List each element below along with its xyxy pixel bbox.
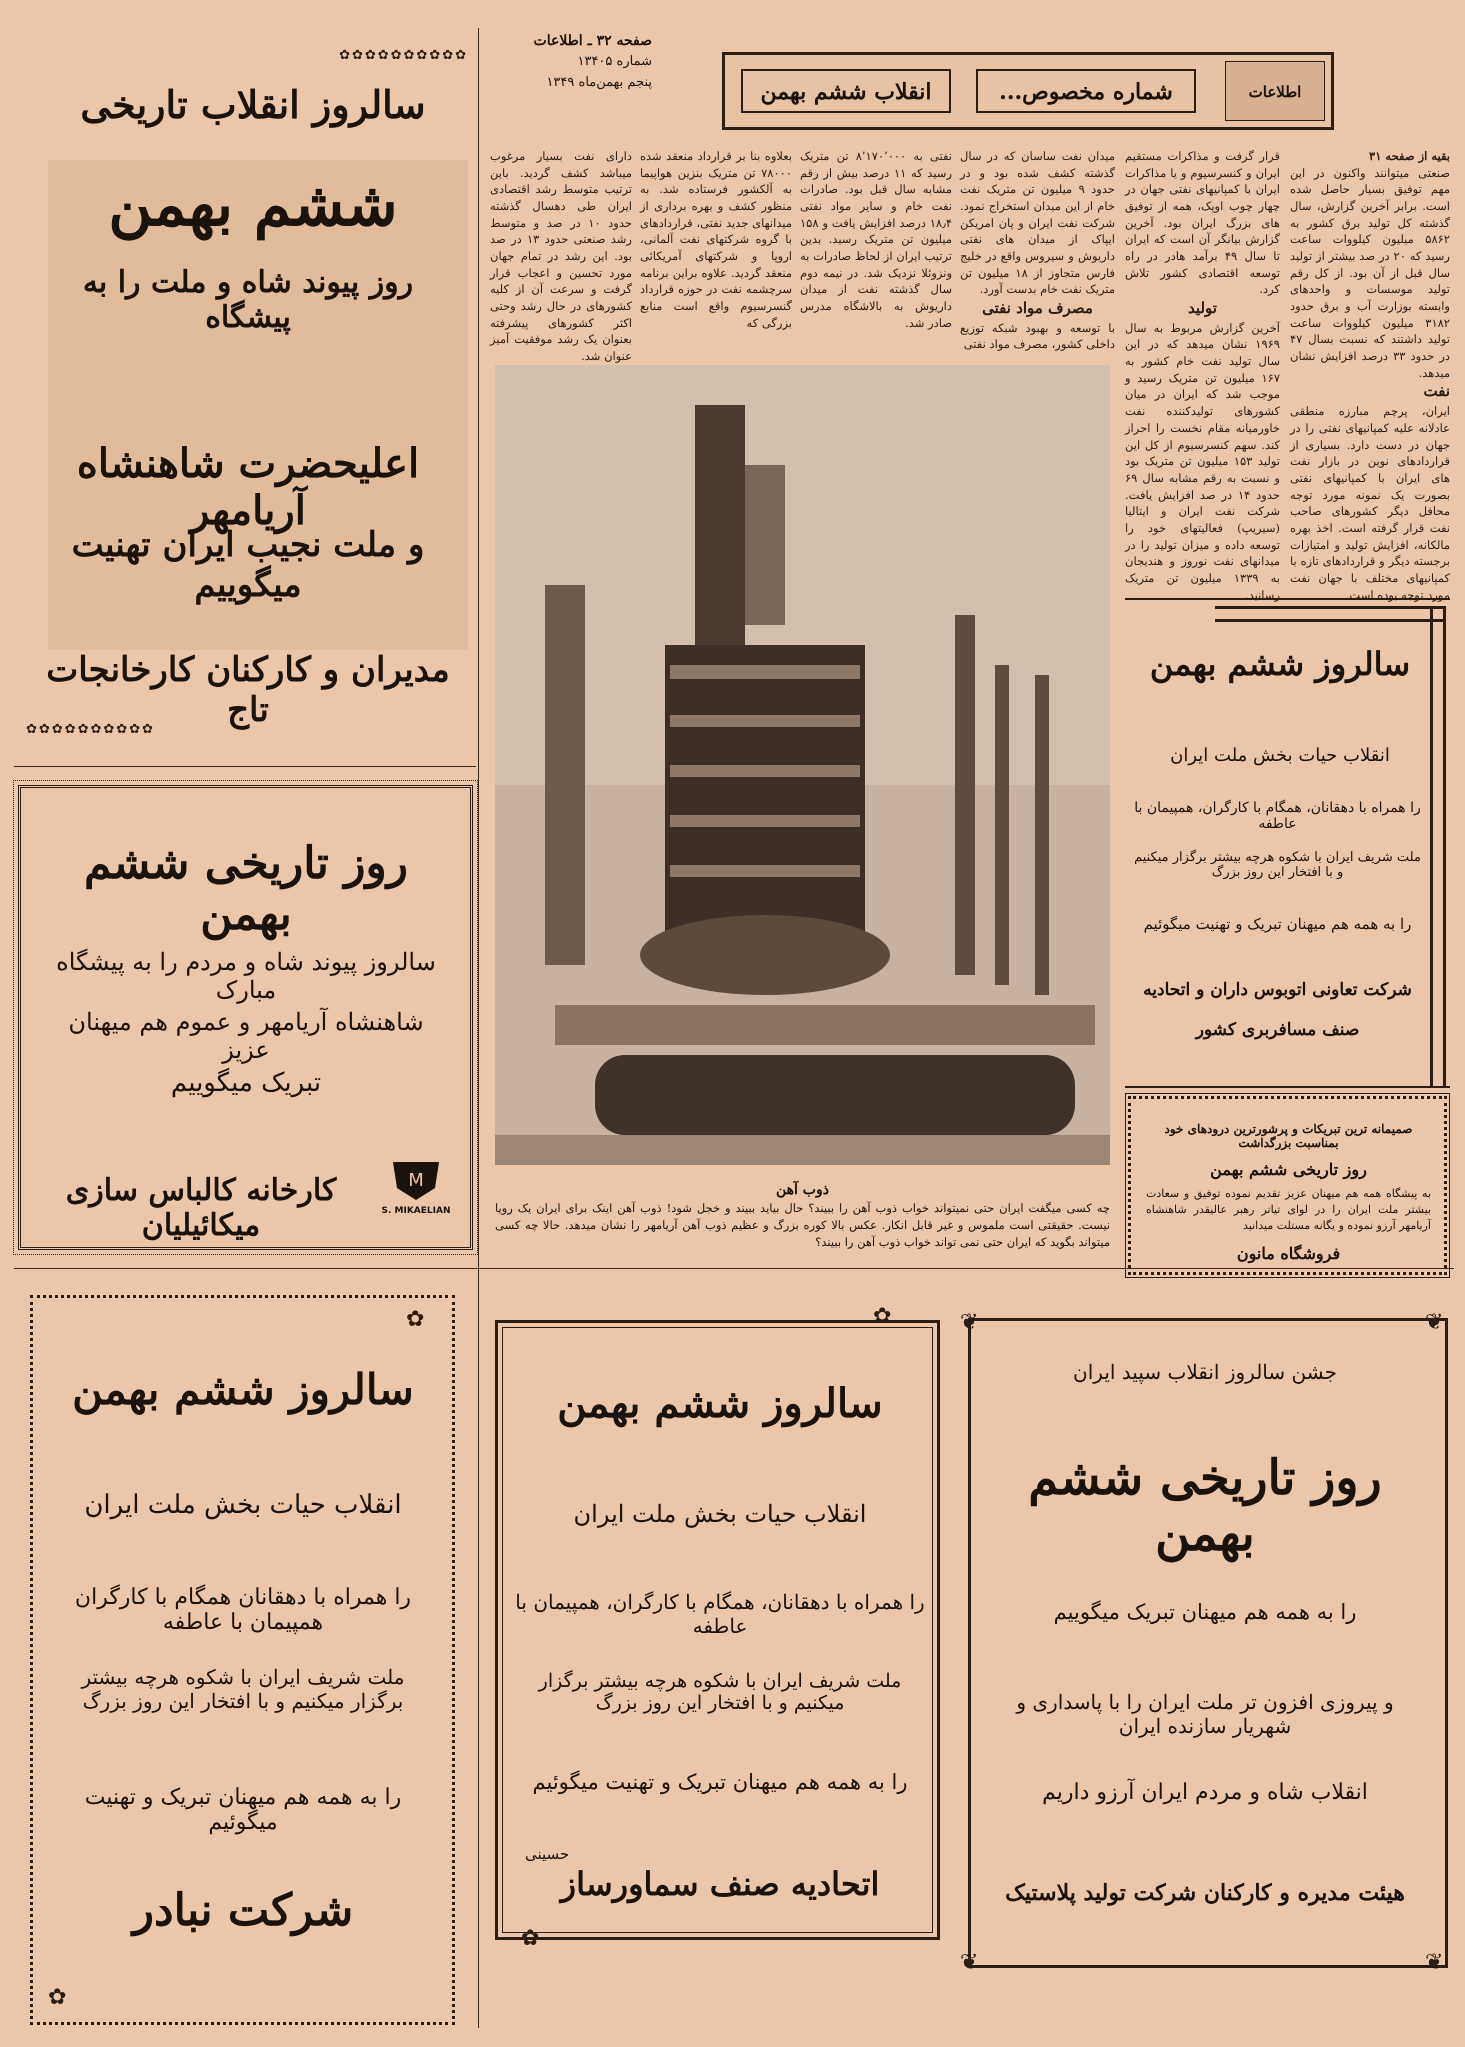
article-col-4 xyxy=(800,148,952,348)
photo-caption xyxy=(495,1180,1110,1265)
col3-text: میدان نفت ساسان که در سال گذشته کشف شده بود و در حدود ۹ میلیون تن متریک نفت خام از این میدان استخراج نمود. شرکت نفت ایران و پان امریکن ایپاک از میدان های نفتی داریوش و سیروس واقع در خلیج فارس متجاوز از ۱۸ میلیون تن متریک نفت خام بدست آورد. xyxy=(960,149,1115,297)
ad-nader-signature: شرکت نبادر xyxy=(132,1885,354,1936)
ad-bus-line3: را به همه هم میهنان تبریک و تهنیت میگوئیم xyxy=(1143,915,1412,933)
ad-bus-line1: را همراه با دهقانان، همگام با کارگران، همپیمان با عاطفه xyxy=(1134,800,1421,832)
flower-ornament-icon: ✿ xyxy=(873,1304,892,1329)
ad-samovar-signature-name: حسینی xyxy=(525,1845,570,1863)
ad-samovar-line3: را به همه هم میهنان تبریک و تهنیت میگوئیم xyxy=(532,1770,908,1794)
ad-samovar xyxy=(485,1300,945,1950)
ad-bus-signature1: شرکت تعاونی اتوبوس داران و اتحادیه xyxy=(1143,980,1412,1000)
blast-furnace-illustration xyxy=(495,365,1110,1165)
greek-key-border-top xyxy=(1215,606,1445,622)
ad-taj-line3: روز پیوند شاه و ملت را به پیشگاه xyxy=(82,265,414,335)
col1-text-b: ایران، پرچم مبارزه منطقی عادلانه علیه کمپانیهای نفتی را در جهان در دست دارد. بسیاری از قراردادهای نوین در بازار نفت های ایران با کمپانیهای نفتی بصورت یک نمونه مورد توجه محافل دیگر کشورهای صاحب نفت قرار گرفته است. اخذ بهره مالکانه، افزایش تولید و امتیازات برجسته دیگر و قراردادهای تازه با کمپانیهای مختلف با جهان نفت مورد توجه بوده است. xyxy=(1290,404,1450,602)
ad-bus-line2: ملت شریف ایران با شکوه هرچه بیشتر برگزار میکنیم و با افتخار این روز بزرگ xyxy=(1134,850,1421,880)
article-col-5 xyxy=(640,148,792,348)
page-label: صفحه ۳۲ ـ اطلاعات xyxy=(533,33,652,49)
ad-manoun-signature: فروشگاه مانون xyxy=(1236,1244,1341,1263)
flower-ornament-icon: ✿ xyxy=(521,1926,540,1951)
col4-text: نفتی به ۸٬۱۷۰٬۰۰۰ تن متریک رسید که ۱۱ درصد بیش از رقم مشابه سال قبل بود. صادرات نفت خام و سایر مواد نفتی ۱۸٫۴ درصد افزایش یافت و ۱۵۸ میلیون تن متریک رسید. بدین ترتیب ایران از لحاظ صادرات به ونزوئلا نزدیک شد. در نیمه دوم سال گذشته نفت از میدان داریوش به بالاشگاه مدرس صادر شد. xyxy=(800,149,952,330)
steel-mill-photo xyxy=(495,365,1110,1165)
mikaelian-logo-caption: S. MIKAELIAN xyxy=(381,1206,451,1216)
col2-text-b: آخرین گزارش مربوط به سال ۱۹۶۹ نشان میدهد که در این سال تولید نفت خام کشور به ۱۶۷ میلیون تن متریک رسید و موجب شد که ایران در میان کشورهای تولیدکننده نفت خاورمیانه مقام نخست را احراز کند. سهم کنسرسیوم از کل این تولید ۱۵۳ میلیون تن متریک بود و نسبت به رقم مشابه سال ۶۹ حدود ۱۴ در صد افزایش یافت. شرکت نفت ایران و ایتالیا (سیریپ) فعالیتهای خود را توسعه داده و میزان تولید را در میدانهای نفت نوروز و هندیجان به ۱۳۳۹ میلیون تن متریک رسانید. xyxy=(1125,320,1280,602)
article-col-1 xyxy=(1290,148,1450,602)
ad-samovar-subtitle: انقلاب حیات بخش ملت ایران xyxy=(573,1500,867,1528)
banner-special: شماره مخصوص... xyxy=(976,69,1196,113)
col1-head: بقیه از صفحه ۳۱ xyxy=(1369,149,1450,163)
ad-taj-line5: و ملت نجیب ایران تهنیت میگوییم xyxy=(71,525,425,605)
photo-caption-body: چه کسی میگفت ایران حتی نمیتواند خواب ذوب آهن را ببیند؟ حال بیاید ببیند و خجل شود! ذوب آهن اینک برای ایران یک رویا نیست. حقیقتی است ملموس و غیر قابل انکار. عکس بالا کوره بزرگ و عظیم ذوب آهن آریامهر را نشان میدهد. حالا چه کسی میتواند بگوید که ایران حتی نمی تواند خواب ذوب آهن را ببیند؟ xyxy=(495,1201,1110,1249)
swirl-ornament-icon: ❦ xyxy=(960,1310,979,1335)
col3-subhead: مصرف مواد نفتی xyxy=(982,299,1093,318)
ad-nader-line1: را همراه با دهقانان همگام با کارگران همپیمان با عاطفه xyxy=(74,1585,412,1635)
article-col-3 xyxy=(960,148,1115,352)
ad-taj xyxy=(18,40,473,750)
ad-nader-title: سالروز ششم بهمن xyxy=(72,1365,414,1414)
ad-manoun xyxy=(1125,1093,1450,1278)
col1-text: صنعتی میتوانند واکنون در این مهم توفیق بسیار حاصل شده است. برابر آخرین گزارش، سال گذشته کل تولید برق کشور به ۵۸۶۲ میلیون کیلووات ساعت رسید که ۲۰ در صد بیشتر از تولید سال قبل از آن بود. از کل رقم تولید موسسات و واحدهای وابسته بوزارت آب و برق حدود ۳۱۸۲ میلیون کیلووات ساعت تولید داشتند که نسبت بسال ۴۷ در حدود ۳۳ درصد افزایش نشان میدهد. xyxy=(1290,165,1450,380)
ad-plastic-line3: انقلاب شاه و مردم ایران آرزو داریم xyxy=(1042,1780,1368,1805)
ad-plastic-title: روز تاریخی ششم بهمن xyxy=(1028,1450,1382,1562)
ad-mikaelian xyxy=(18,785,473,1250)
shield-logo-icon xyxy=(389,1158,443,1202)
header-banner xyxy=(722,52,1334,130)
banner-revolution: انقلاب ششم بهمن xyxy=(741,69,951,113)
col2-subhead: تولید xyxy=(1188,299,1217,318)
svg-text:M: M xyxy=(408,1170,424,1191)
ad-manoun-line1: صمیمانه ترین تبریکات و پرشورترین درودهای خود بمناسبت بزرگداشت xyxy=(1164,1122,1413,1150)
issue-info xyxy=(492,30,652,120)
plastic-frame xyxy=(968,1318,1448,1968)
ad-taj-line4: اعلیحضرت شاهنشاه آریامهر xyxy=(76,440,420,534)
ad-plastic-top: جشن سالروز انقلاب سپید ایران xyxy=(1073,1360,1337,1384)
col6-text: دارای نفت بسیار مرغوب میباشد کشف گردید. باین ترتیب متوسط رشد اقتصادی ایران طی دهسال گذشته حدود ۱۰ در صد و متوسط رشد صنعتی حدود ۱۳ در صد بود. این رشد در تمام جهان مورد تحسین و اعجاب قرار گرفت و سرعت آن از کلیه کشورهای در حال رشد وحتی اکثر کشورهای پیشرفته بعنوان یک رشد موفقیت آمیز عنوان شد. xyxy=(490,149,632,364)
ad-mikaelian-title: روز تاریخی ششم بهمن xyxy=(83,838,408,940)
ad-mikaelian-line1: سالروز پیوند شاه و مردم را به پیشگاه مبارک xyxy=(56,948,436,1004)
ad-taj-signature: مدیران و کارکنان کارخانجات تاج xyxy=(46,650,450,730)
stars-divider-top: ✿✿✿✿✿✿✿✿✿✿ xyxy=(339,48,468,63)
swirl-ornament-icon: ❦ xyxy=(960,1950,979,1975)
ad-mikaelian-line3: تبریک میگوییم xyxy=(170,1068,322,1098)
col5-text: بعلاوه بنا بر قرارداد منعقد شده ۷۸۰۰۰ تن متریک بنزین هواپیما به آلکشور فرستاده شد. به منظور کشف و بهره برداری از میدانهای جدید نفتی، قراردادهای با گروه شرکتهای نفت آلمانی، اروپا و شرکتهای آمریکائی منعقد گردید. علاوه براین برنامه سرچشمه نفت در حوزه قرارداد گنسرسیوم واقع است منابع بزرگی که xyxy=(640,149,792,330)
ad-plastic-line2: و پیروزی افزون تر ملت ایران را با پاسداری و شهریار سازنده ایران xyxy=(1016,1690,1394,1738)
ad-bus-signature2: صنف مسافربری کشور xyxy=(1195,1020,1360,1040)
ad-plastic-line1: را به همه هم میهنان تبریک میگوییم xyxy=(1053,1600,1357,1624)
photo-caption-title: ذوب آهن xyxy=(776,1182,829,1198)
ad-nader-line3: را به همه هم میهنان تبریک و تهنیت میگوئیم xyxy=(84,1785,402,1835)
ad-mikaelian-signature: کارخانه کالباس سازی میکائیلیان xyxy=(65,1173,337,1243)
ad-plastic xyxy=(960,1310,1455,1975)
ad-plastic-signature: هیئت مدیره و کارکنان شرکت تولید پلاستیک xyxy=(1005,1880,1405,1906)
issue-date: پنجم بهمن‌ماه ۱۳۴۹ xyxy=(546,75,652,91)
ad-samovar-signature: اتحادیه صنف سماورساز xyxy=(560,1865,880,1903)
col1-subhead: نفت xyxy=(1423,382,1450,401)
ad-nader-subtitle: انقلاب حیات بخش ملت ایران xyxy=(84,1490,402,1520)
article-col-6 xyxy=(490,148,632,364)
ad-manoun-line2: روز تاریخی ششم بهمن xyxy=(1210,1160,1367,1179)
mikaelian-logo xyxy=(376,1158,456,1228)
ad-taj-line2: ششم بهمن xyxy=(108,170,398,240)
swirl-ornament-icon: ❦ xyxy=(1425,1950,1444,1975)
ad-bus-cooperative xyxy=(1125,598,1450,1088)
col3-text-b: با توسعه و بهبود شبکه توزیع داخلی کشور، مصرف مواد نفتی xyxy=(960,320,1115,352)
ad-bus-title: سالروز ششم بهمن xyxy=(1149,645,1411,683)
ad-samovar-title: سالروز ششم بهمن xyxy=(557,1380,883,1427)
ad-manoun-line3: به پیشگاه همه هم میهنان عزیز تقدیم نموده توفیق و سعادت بیشتر ملت ایران را در لوای تیاتر رهبر عالیقدر شاهنشاه آریامهر آرزو نموده و یگانه مستلت میدانید xyxy=(1146,1187,1431,1232)
ad-mikaelian-line2: شاهنشاه آریامهر و عموم هم میهنان عزیز xyxy=(68,1008,424,1064)
ad-samovar-line1: را همراه با دهقانان، همگام با کارگران، همپیمان با عاطفه xyxy=(515,1590,925,1638)
newspaper-logo: اطلاعات xyxy=(1225,61,1325,121)
flower-ornament-icon: ✿ xyxy=(48,1985,67,2010)
flower-ornament-icon: ✿ xyxy=(406,1307,425,1332)
ad-nader-line2: ملت شریف ایران با شکوه هرچه بیشتر برگزار میکنیم و با افتخار این روز بزرگ xyxy=(81,1665,405,1713)
issue-number: شماره ۱۳۴۰۵ xyxy=(577,54,652,70)
stars-divider-bottom: ✿✿✿✿✿✿✿✿✿✿ xyxy=(26,722,155,737)
ad-taj-line1: سالروز انقلاب تاریخی xyxy=(80,82,426,127)
ad-bus-subtitle: انقلاب حیات بخش ملت ایران xyxy=(1170,745,1390,766)
ad-samovar-line2: ملت شریف ایران با شکوه هرچه بیشتر برگزار میکنیم و با افتخار این روز بزرگ xyxy=(538,1670,902,1714)
ad-nader xyxy=(18,1285,468,2035)
swirl-ornament-icon: ❦ xyxy=(1425,1310,1444,1335)
greek-key-border-right xyxy=(1430,606,1446,1086)
article-col-2 xyxy=(1125,148,1280,602)
col2-text: قرار گرفت و مذاکرات مستقیم ایران و کنسرسیوم و یا مذاکرات ایران با کمپانیهای نفتی جهان در چهار چوب اوپک، همه از توفیق های بزرگ ایران بود. آخرین گزارش بیانگر آن است که ایران تا سال ۴۹ برآمد هادر در راه توسعه اقتصادی کشور تلاش کرد. xyxy=(1125,149,1280,297)
